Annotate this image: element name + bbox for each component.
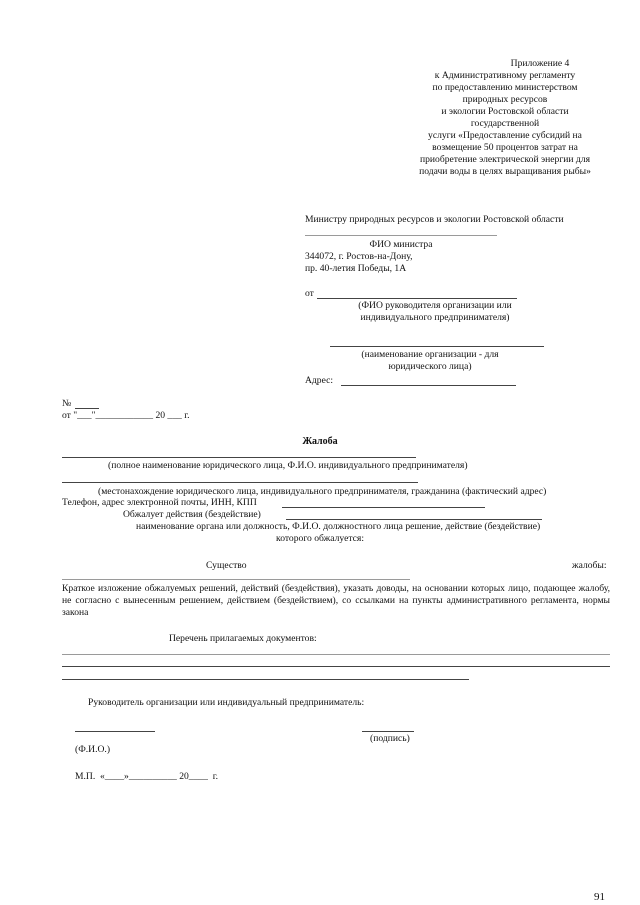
location-line	[62, 482, 418, 483]
addressee-title: Министру природных ресурсов и экологии Ростовской области	[305, 214, 564, 225]
signature-line	[362, 731, 414, 732]
appeals-label: Обжалует действия (бездействие)	[123, 509, 261, 520]
organization-caption-2: юридического лица)	[388, 361, 472, 372]
signature-caption: (подпись)	[370, 733, 410, 744]
address-label: Адрес:	[305, 375, 334, 386]
fio-signature-line	[75, 731, 155, 732]
essence-word-1: Существо	[206, 560, 247, 571]
from-label: от	[305, 288, 314, 299]
attachments-line-1	[62, 654, 610, 655]
contacts-label: Телефон, адрес электронной почты, ИНН, КПП	[62, 497, 257, 508]
stamp-date: М.П. «____»__________ 20____ г.	[75, 771, 219, 782]
essence-word-2: жалобы:	[572, 560, 607, 571]
appendix-line: к Административному регламенту	[434, 69, 576, 81]
appendix-line: возмещение 50 процентов затрат на	[432, 141, 578, 153]
minister-fio-caption: ФИО министра	[369, 239, 433, 250]
appendix-line: услуги «Предоставление субсидий на	[428, 129, 582, 141]
registration-date: от "___"____________ 20 ___ г.	[62, 410, 190, 421]
attachments-line-3	[62, 679, 469, 680]
contacts-line	[282, 507, 485, 508]
ministry-address-line-1: 344072, г. Ростов-на-Дону,	[305, 251, 413, 262]
appendix-line: приобретение электрической энергии для	[419, 153, 590, 165]
appendix-line: подачи воды в целях выращивания рыбы»	[419, 165, 591, 177]
essence-line	[62, 579, 410, 580]
ministry-address-line-2: пр. 40-летия Победы, 1А	[305, 263, 407, 274]
page-number: 91	[594, 891, 605, 903]
appeals-caption-2: которого обжалуется:	[276, 533, 364, 544]
appendix-header	[396, 58, 614, 178]
from-line	[317, 298, 517, 299]
attachments-line-2	[62, 666, 610, 667]
essence-text: Краткое изложение обжалуемых решений, действий (бездействия), указать доводы, на основании которых лицо, подающее жалобу, не согласно с вынесенным решением, действием (бездействием), со ссылками на пункты административного регламента, нормы закона	[62, 583, 610, 618]
organization-caption-1: (наименование организации - для	[361, 349, 499, 360]
attachments-label: Перечень прилагаемых документов:	[169, 633, 317, 644]
head-label: Руководитель организации или индивидуальный предприниматель:	[88, 697, 365, 708]
organization-line	[330, 346, 544, 347]
minister-fio-line	[305, 235, 497, 236]
appendix-line: природных ресурсов	[462, 93, 548, 105]
registration-number-label: №	[62, 398, 72, 409]
registration-number-line	[75, 408, 99, 409]
appeals-caption-1: наименование органа или должность, Ф.И.О. должностного лица решение, действие (бездействие)	[136, 521, 541, 532]
appeals-line	[286, 519, 542, 520]
full-name-caption: (полное наименование юридического лица, Ф.И.О. индивидуального предпринимателя)	[108, 460, 468, 471]
appendix-line: по предоставлению министерством	[432, 81, 578, 93]
appendix-line: Приложение 4	[510, 58, 570, 69]
full-name-line	[62, 457, 416, 458]
fio-caption: (Ф.И.О.)	[75, 744, 111, 755]
from-caption-2: индивидуального предпринимателя)	[360, 312, 510, 323]
from-caption-1: (ФИО руководителя организации или	[358, 300, 512, 311]
complaint-title: Жалоба	[302, 436, 338, 447]
address-line	[341, 385, 516, 386]
appendix-line: государственной	[470, 117, 540, 129]
appendix-line: и экологии Ростовской области	[441, 105, 569, 117]
location-caption: (местонахождение юридического лица, индивидуального предпринимателя, гражданина (фактический адрес)	[98, 486, 547, 497]
